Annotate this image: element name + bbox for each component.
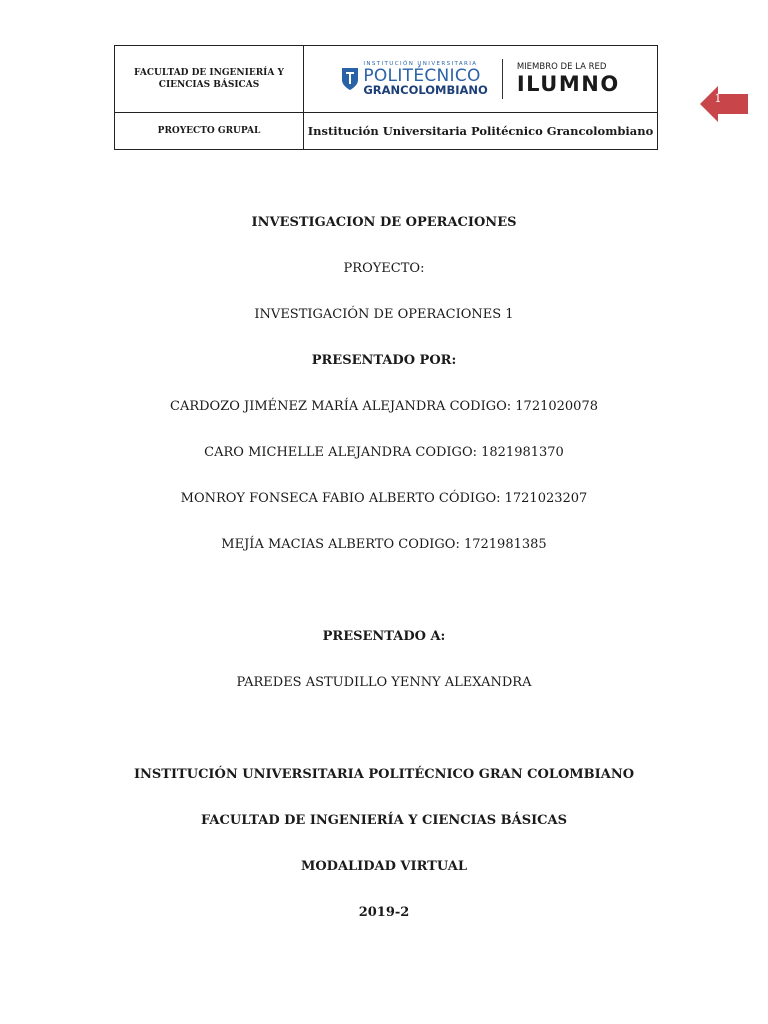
page-number: 1: [714, 92, 722, 105]
politecnico-logo: [341, 62, 488, 96]
logo-ilumno-big: ILUMNO: [516, 72, 620, 97]
faculty-name: FACULTAD DE INGENIERÍA Y CIENCIAS BÁSICAS: [200, 813, 568, 828]
logo-ilumno-small: MIEMBRO DE LA RED: [516, 61, 607, 72]
author-4: MEJÍA MACIAS ALBERTO CODIGO: 1721981385: [221, 537, 547, 552]
author-3: MONROY FONSECA FABIO ALBERTO CÓDIGO: 1721023207: [180, 491, 588, 506]
project-name: INVESTIGACIÓN DE OPERACIONES 1: [254, 307, 514, 322]
author-2: CARO MICHELLE ALEJANDRA CODIGO: 1821981370: [204, 445, 564, 460]
header-table: [114, 45, 658, 150]
logos-cell: [304, 46, 658, 113]
period: 2019-2: [358, 905, 410, 920]
course-title: INVESTIGACION DE OPERACIONES: [251, 215, 517, 230]
ilumno-logo: [517, 63, 620, 96]
faculty-cell: [115, 46, 304, 113]
logo-poli-small: INSTITUCIÓN UNIVERSITARIA: [363, 61, 478, 67]
presented-by-label: PRESENTADO POR:: [311, 353, 457, 368]
presented-to-label: PRESENTADO A:: [322, 629, 446, 644]
teacher-name: PAREDES ASTUDILLO YENNY ALEXANDRA: [236, 675, 532, 690]
shield-icon: [341, 67, 359, 91]
project-label: PROYECTO:: [343, 261, 425, 276]
logo-poli-big: GRANCOLOMBIANO: [363, 82, 488, 97]
logo-poli-mid: POLITÉCNICO: [363, 65, 481, 86]
logo-divider: [502, 59, 503, 99]
modality: MODALIDAD VIRTUAL: [300, 859, 468, 874]
faculty-line-2: CIENCIAS BÁSICAS: [158, 80, 260, 90]
institution-name: INSTITUCIÓN UNIVERSITARIA POLITÉCNICO GRAN COLOMBIANO: [133, 767, 635, 782]
author-1: CARDOZO JIMÉNEZ MARÍA ALEJANDRA CODIGO: 1721020078: [170, 399, 598, 414]
faculty-line-1: FACULTAD DE INGENIERÍA Y: [134, 68, 284, 78]
institution-cell: Institución Universitaria Politécnico Grancolombiano: [304, 113, 658, 150]
project-label-cell: PROYECTO GRUPAL: [115, 113, 304, 150]
